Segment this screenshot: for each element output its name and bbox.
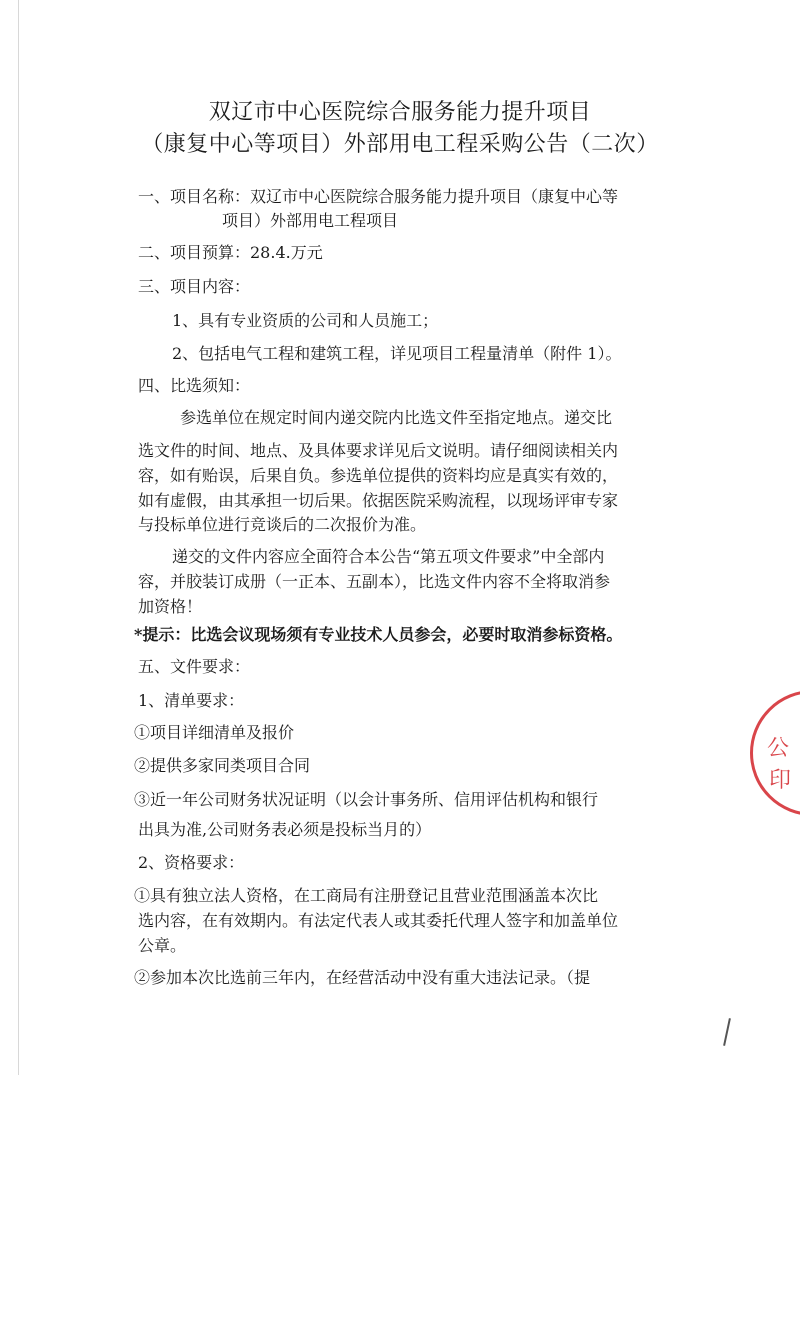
section4-paragraph2-line: 递交的文件内容应全面符合本公告“第五项文件要求”中全部内 [172, 547, 605, 566]
section4-paragraph1-line: 与投标单位进行竞谈后的二次报价为准。 [138, 515, 427, 534]
section2-budget: 二、项目预算：28.4.万元 [138, 243, 323, 262]
section5-sub1-item: ②提供多家同类项目合同 [134, 756, 311, 775]
section3-heading: 三、项目内容： [138, 277, 251, 296]
section4-tip: *提示：比选会议现场须有专业技术人员参会，必要时取消参标资格。 [134, 625, 623, 644]
title-line-2: （康复中心等项目）外部用电工程采购公告（二次） [141, 132, 659, 157]
section5-sub2-item: ①具有独立法人资格，在工商局有注册登记且营业范围涵盖本次比 [134, 886, 599, 905]
stamp-char: 公 [767, 736, 790, 761]
title-line-1: 双辽市中心医院综合服务能力提升项目 [208, 100, 592, 125]
section4-paragraph2-line: 容，并胶装订成册（一正本、五副本），比选文件内容不全将取消参 [138, 572, 611, 591]
section4-paragraph1-line: 容，如有贻误，后果自负。参选单位提供的资料均应是真实有效的， [138, 466, 619, 485]
section4-heading: 四、比选须知： [138, 376, 251, 395]
section5-sub1-item: ①项目详细清单及报价 [134, 723, 295, 742]
section3-item-1: 1、具有专业资质的公司和人员施工； [172, 311, 439, 330]
section5-sub1-item: ③近一年公司财务状况证明（以会计事务所、信用评估机构和银行 [134, 790, 599, 809]
section5-sub2-item: ②参加本次比选前三年内，在经营活动中没有重大违法记录。（提 [134, 968, 591, 987]
scan-edge-line [18, 0, 19, 1075]
section4-paragraph1-line: 如有虚假，由其承担一切后果。依据医院采购流程，以现场评审专家 [138, 491, 619, 510]
section1-label: 一、项目名称：双辽市中心医院综合服务能力提升项目（康复中心等 [138, 187, 619, 206]
section5-sub2-item: 公章。 [138, 936, 187, 955]
pen-mark [723, 1018, 731, 1046]
section4-paragraph1-line: 参选单位在规定时间内递交院内比选文件至指定地点。递交比 [180, 408, 613, 427]
section5-sub1-item: 出具为准,公司财务表必须是投标当月的） [138, 820, 432, 839]
section5-sub2-heading: 2、资格要求： [138, 853, 245, 872]
stamp-char: 印 [769, 768, 792, 793]
red-seal-stamp [750, 690, 800, 816]
section4-paragraph2-line: 加资格！ [138, 597, 203, 616]
section1-continuation: 项目）外部用电工程项目 [222, 211, 399, 230]
section3-item-2: 2、包括电气工程和建筑工程，详见项目工程量清单（附件 1）。 [172, 344, 622, 363]
section4-paragraph1-line: 选文件的时间、地点、及具体要求详见后文说明。请仔细阅读相关内 [138, 441, 619, 460]
section5-sub2-item: 选内容，在有效期内。有法定代表人或其委托代理人签字和加盖单位 [138, 911, 619, 930]
section5-sub1-heading: 1、清单要求： [138, 691, 245, 710]
section5-heading: 五、文件要求： [138, 657, 251, 676]
